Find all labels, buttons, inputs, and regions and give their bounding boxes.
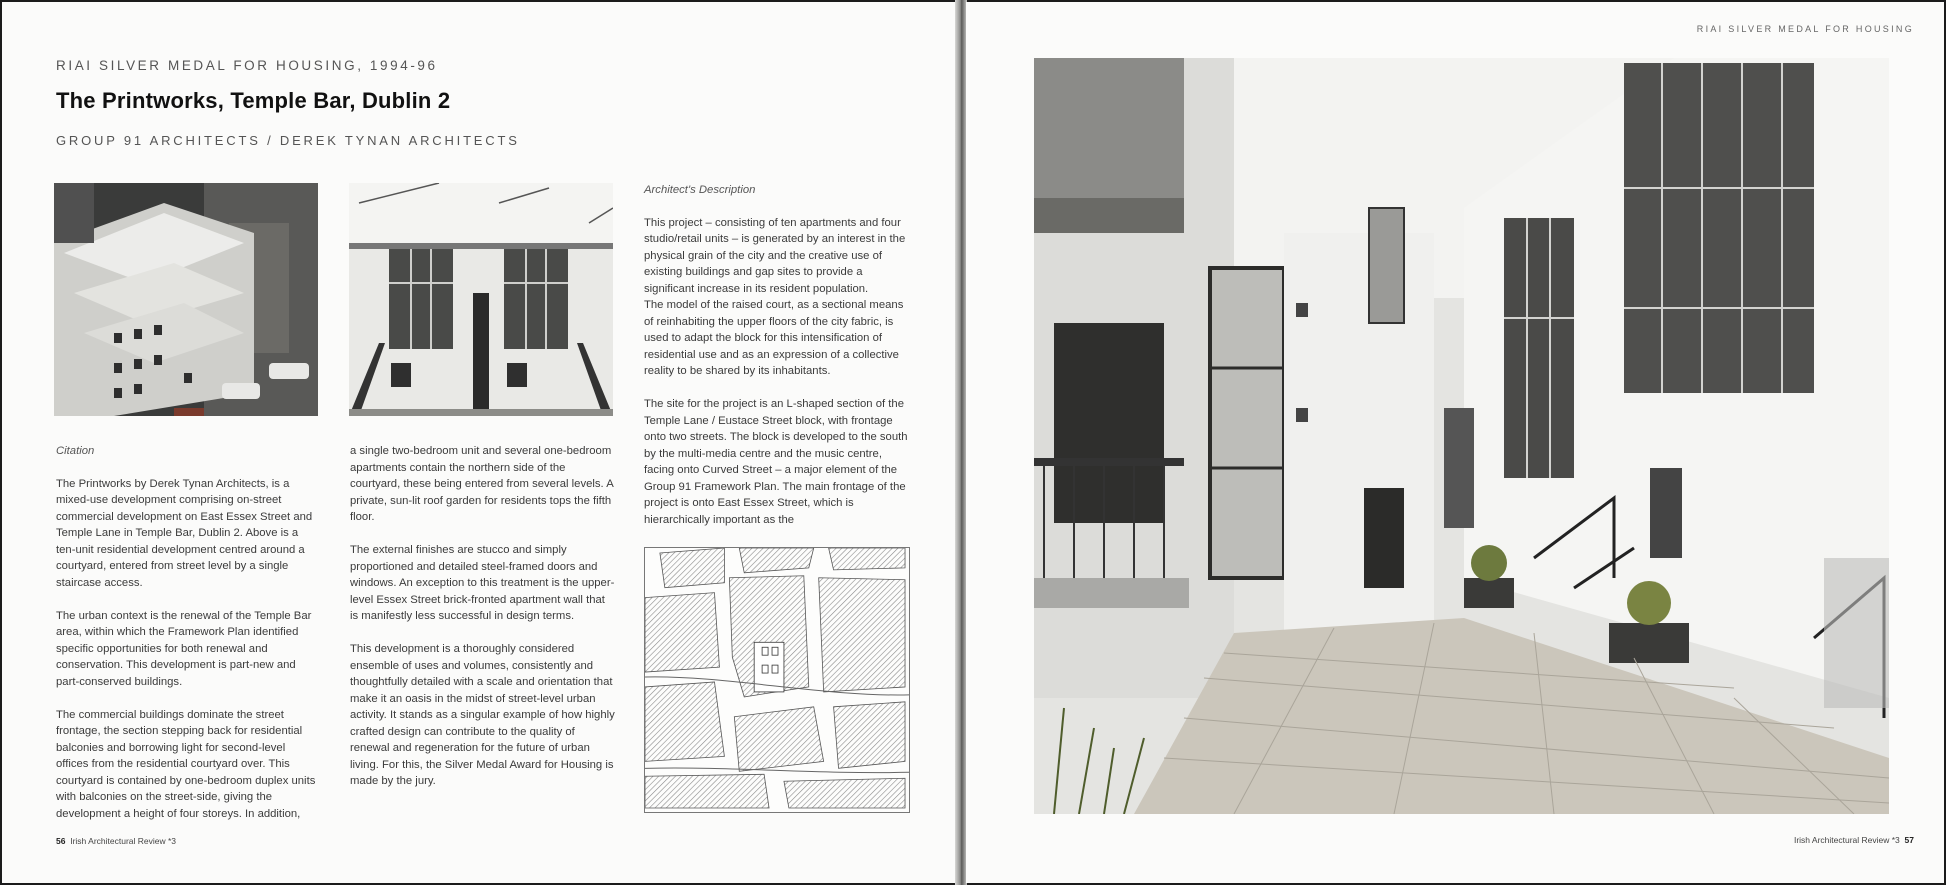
aerial-photo — [54, 183, 318, 416]
description-paragraph: The model of the raised court, as a sectional means of reinhabiting the upper floors of the city fabric, is used to adapt the block for this intensification of residential use and as an expression of a collective reality to be shared by its inhabitants. — [644, 299, 904, 377]
right-page — [966, 2, 1944, 883]
description-paragraph: The site for the project is an L-shaped section of the Temple Lane / Eustace Street block, with frontage onto two streets. The block is developed to the south by the multi-media centre and the music centre, facing onto Curved Street – a major element of the Group 91 Framework Plan. The main frontage of the project is onto East Essex Street, which is hierarchically important as the — [644, 398, 908, 526]
citation-column — [56, 443, 318, 839]
site-plan-drawing — [644, 547, 910, 813]
running-head: RIAI SILVER MEDAL FOR HOUSING — [1696, 24, 1914, 34]
citation-heading: Citation — [56, 445, 95, 457]
architect-description-heading: Architect's Description — [644, 184, 756, 196]
citation-paragraph: This development is a thoroughly considered ensemble of uses and volumes, consistently and thoughtfully detailed with a scale and orientation that make it an oasis in the midst of street-level urban activity. It stands as a singular example of how highly crafted design can contribute to the quality of renewal and regeneration for the future of urban living. For this, the Silver Medal Award for Housing is made by the jury. — [350, 643, 615, 787]
description-paragraph: This project – consisting of ten apartments and four studio/retail units – is generated by an interest in the physical grain of the city and the creative use of existing buildings and gap sites to provide a significant increase in its resident population. — [644, 216, 906, 295]
left-page — [2, 2, 957, 883]
courtyard-main-photo — [1034, 58, 1889, 814]
courtyard-elevation-photo — [349, 183, 613, 416]
right-folio — [1794, 835, 1914, 845]
left-folio — [56, 836, 176, 846]
citation-paragraph: The urban context is the renewal of the Temple Bar area, within which the Framework Plan identified specific opportunities for both renewal and conservation. This development is part-new and part-conserved buildings. — [56, 609, 312, 688]
citation-paragraph: The external finishes are stucco and simply proportioned and detailed steel-framed doors and windows. An exception to this treatment is the upper-level Essex Street brick-fronted apartment wall that is manifestly less successful in design terms. — [350, 544, 615, 622]
architects-line: GROUP 91 ARCHITECTS / DEREK TYNAN ARCHITECTS — [56, 133, 520, 148]
page-number: 56 — [56, 836, 66, 846]
publication-name: Irish Architectural Review *3 — [70, 836, 177, 846]
citation-paragraph: The commercial buildings dominate the street frontage, the section stepping back for residential balconies and borrowing light for second-level offices from the residential courtyard over. This courtyard is contained by one-bedroom duplex units with balconies on the street-side, giving the development a height of four storeys. In addition, — [56, 708, 316, 820]
citation-paragraph: a single two-bedroom unit and several one-bedroom apartments contain the northern side of the courtyard, these being entered from several levels. A private, sun-lit roof garden for residents tops the fifth floor. — [350, 445, 614, 523]
page-number: 57 — [1904, 835, 1914, 845]
award-series-heading: RIAI SILVER MEDAL FOR HOUSING, 1994-96 — [56, 58, 438, 73]
citation-column-continued — [350, 443, 616, 806]
architect-description-column — [644, 182, 914, 545]
article-title: The Printworks, Temple Bar, Dublin 2 — [56, 88, 451, 113]
citation-paragraph: The Printworks by Derek Tynan Architects, is a mixed-use development comprising on-street commercial development on East Essex Street and Temple Lane in Temple Bar, Dublin 2. Above is a ten-unit residential development centred around a courtyard, entered from street level by a single staircase access. — [56, 477, 313, 589]
publication-name: Irish Architectural Review *3 — [1793, 835, 1900, 845]
